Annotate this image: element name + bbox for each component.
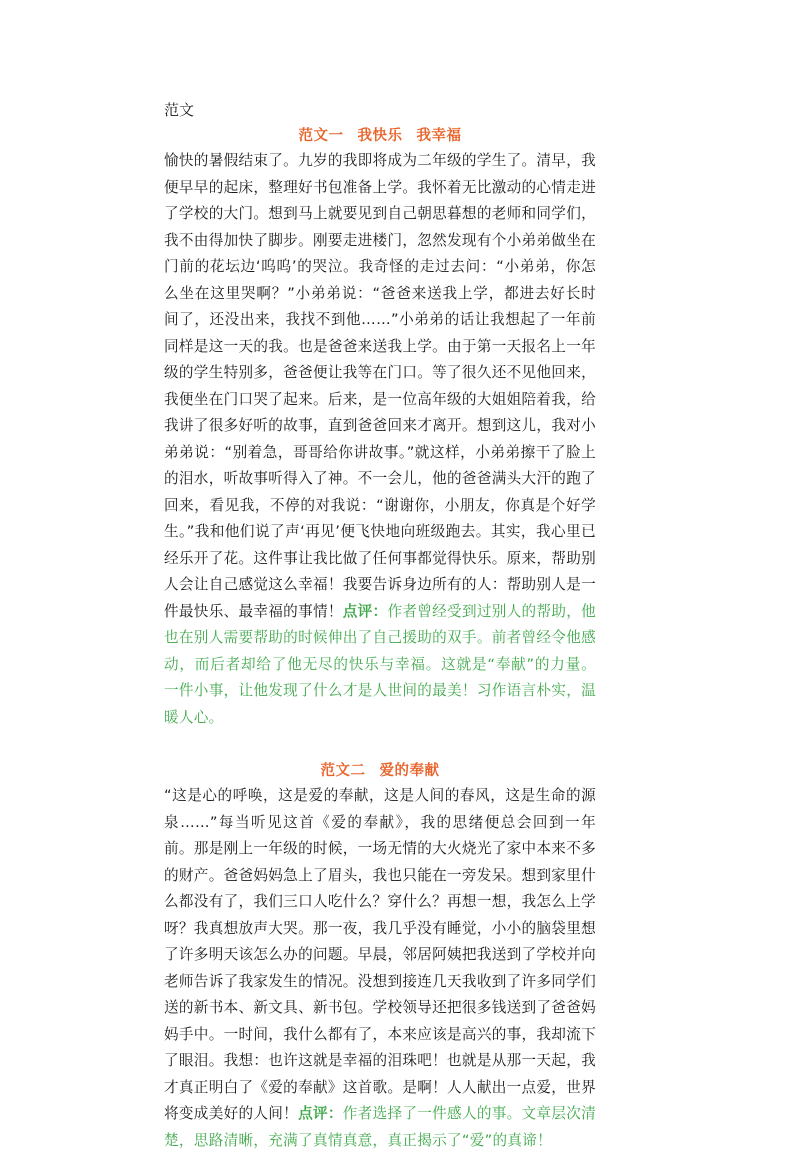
essay-2-body bbox=[164, 783, 596, 1154]
essay-1-comment: 作者曾经受到过别人的帮助，他也在别人需要帮助的时候伸出了自己援助的双手。前者曾经令他感动，而后者却给了他无尽的快乐与幸福。这就是“奉献”的力量。一件小事，让他发现了什么才是人世间的最美！习作语言朴实，温暖人心。 bbox=[164, 602, 597, 726]
essay-1-title bbox=[164, 124, 596, 148]
essay-2-title-main: 爱的奉献 bbox=[379, 763, 440, 779]
essay-1-title-sub: 我幸福 bbox=[416, 128, 462, 144]
essay-2-comment: 作者选择了一件感人的事。文章层次清楚，思路清晰，充满了真情真意，真正揭示了“爱”的真谛！ bbox=[164, 1105, 597, 1149]
essay-2-title bbox=[164, 759, 596, 783]
essay-2-text: “这是心的呼唤，这是爱的奉献，这是人间的春风，这是生命的源泉……”每当听见这首《爱的奉献》，我的思绪便总会回到一年前。那是刚上一年级的时候，一场无情的大火烧光了家中本来不多的财产。爸爸妈妈急上了眉头，我也只能在一旁发呆。想到家里什么都没有了，我们三口人吃什么？穿什么？再想一想，我怎么上学呀？我真想放声大哭。那一夜，我几乎没有睡觉，小小的脑袋里想了许多明天该怎么办的问题。早晨，邻居阿姨把我送到了学校并向老师告诉了我家发生的情况。没想到接连几天我收到了许多同学们送的新书本、新文具、新书包。学校领导还把很多钱送到了爸爸妈妈手中。一时间，我什么都有了，本来应该是高兴的事，我却流下了眼泪。我想：也许这就是幸福的泪珠吧！也就是从那一天起，我才真正明白了《爱的奉献》这首歌。是啊！人人献出一点爱，世界将变成美好的人间！ bbox=[164, 787, 596, 1122]
essay-2-title-label: 范文二 bbox=[320, 763, 366, 779]
essay-2-comment-label: 点评： bbox=[298, 1105, 343, 1122]
essay-1-title-main: 我快乐 bbox=[357, 128, 403, 144]
document-page bbox=[164, 98, 596, 1154]
essay-1-body bbox=[164, 148, 596, 731]
essay-1-title-label: 范文一 bbox=[298, 128, 344, 144]
essay-spacer bbox=[164, 731, 596, 757]
essay-1 bbox=[164, 124, 596, 731]
document-heading: 范文 bbox=[164, 101, 195, 119]
essay-1-text: 愉快的暑假结束了。九岁的我即将成为二年级的学生了。清早，我便早早的起床，整理好书包准备上学。我怀着无比激动的心情走进了学校的大门。想到马上就要见到自己朝思暮想的老师和同学们，我不由得加快了脚步。刚要走进楼门，忽然发现有个小弟弟做坐在门前的花坛边‘呜呜’的哭泣。我奇怪的走过去问：“小弟弟，你怎么坐在这里哭啊？”小弟弟说：“爸爸来送我上学，都进去好长时间了，还没出来，我找不到他……”小弟弟的话让我想起了一年前同样是这一天的我。也是爸爸来送我上学。由于第一天报名上一年级的学生特别多，爸爸便让我等在门口。等了很久还不见他回来，我便坐在门口哭了起来。后来，是一位高年级的大姐姐陪着我，给我讲了很多好听的故事，直到爸爸回来才离开。想到这儿，我对小弟弟说：“别着急，哥哥给你讲故事。”就这样，小弟弟擦干了脸上的泪水，听故事听得入了神。不一会儿，他的爸爸满头大汗的跑了回来，看见我，不停的对我说：“谢谢你，小朋友，你真是个好学生。”我和他们说了声‘再见’便飞快地向班级跑去。其实，我心里已经乐开了花。这件事让我比做了任何事都觉得快乐。原来，帮助别人会让自己感觉这么幸福！我要告诉身边所有的人：帮助别人是一件最快乐、最幸福的事情！ bbox=[164, 152, 596, 620]
essay-2 bbox=[164, 759, 596, 1154]
essay-1-comment-label: 点评： bbox=[342, 602, 388, 620]
